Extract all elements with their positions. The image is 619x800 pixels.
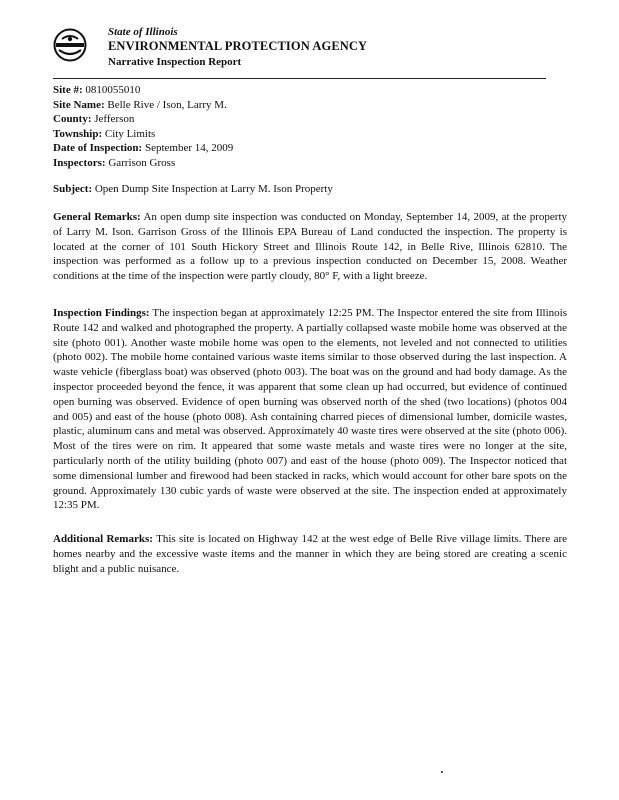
site-name-row xyxy=(53,98,233,113)
township-label: Township: xyxy=(53,127,103,140)
site-info-block xyxy=(53,83,233,171)
township-value: City Limits xyxy=(104,127,156,140)
additional-remarks-paragraph xyxy=(53,532,567,576)
site-number-row xyxy=(53,83,233,98)
scan-speck xyxy=(441,771,443,773)
county-label: County: xyxy=(53,113,92,126)
inspection-date-label: Date of Inspection: xyxy=(53,142,143,155)
header-state: State of Illinois xyxy=(108,26,178,38)
general-remarks-text: An open dump site inspection was conducted on Monday, September 14, 2009, at the property of Larry M. Ison. Garrison Gross of the Illinois EPA Bureau of Land conducted the inspection. The property is located at the corner of 101 South Hickory Street and Illinois Route 142, in Belle Rive, Illinois 62810. The inspection was performed as a follow up to a previous inspection conducted on December 15, 2008. Weather conditions at the time of the inspection were partly cloudy, 80° F, with a light breeze. xyxy=(53,211,568,283)
county-value: Jefferson xyxy=(94,113,135,126)
general-remarks-paragraph xyxy=(53,210,567,284)
site-number-value: 0810055010 xyxy=(85,84,141,96)
site-number-label: Site #: xyxy=(53,84,83,96)
inspectors-row xyxy=(53,156,233,171)
inspection-findings-paragraph xyxy=(53,306,567,513)
inspectors-label: Inspectors: xyxy=(53,156,106,169)
inspection-date-row xyxy=(53,141,233,156)
header-report-type: Narrative Inspection Report xyxy=(108,56,242,68)
additional-remarks-label: Additional Remarks: xyxy=(53,533,153,545)
inspectors-value: Garrison Gross xyxy=(108,156,176,169)
township-row xyxy=(53,127,233,142)
inspection-findings-text: The inspection began at approximately 12:25 PM. The Inspector entered the site from Illinois Route 142 and walked and photographed the property. A partially collapsed waste mobile home was observed at the site (photo 001). Another waste mobile home was open to the elements, not leveled and not connected to utilities (photo 002). The mobile home contained various waste items similar to those observed during the last inspection. A waste vehicle (fiberglass boat) was observed (photo 003). The boat was on the ground and had body damage. As the inspector proceeded beyond the fence, it was apparent that some clean up had occurred, but evidence of continued open burning was observed. Evidence of open burning was observed north of the shed (two locations) (photos 004 and 005) and east of the house (photo 008). Ash containing charred pieces of dimensional lumber, domicile wastes, plastic, aluminum cans and metal was observed. Approximately 40 waste tires were observed at the site (photo 006). Most of the tires were on rim. It appeared that some waste metals and waste tires were no longer at the site, particularly north of the utility building (photo 007) and east of the house (photo 009). The Inspector noticed that some dimensional lumber and firewood had been stacked in racks, which would account for other bare spots on the ground. Approximately 130 cubic yards of waste were observed at the site. The inspection ended at approximately 12:35 PM. xyxy=(53,307,567,512)
header-agency: ENVIRONMENTAL PROTECTION AGENCY xyxy=(108,39,368,53)
county-row xyxy=(53,112,233,127)
additional-remarks-text: This site is located on Highway 142 at the west edge of Belle Rive village limits. There are homes nearby and the excessive waste items and the manner in which they are being stored are creating a scenic blight and a public nuisance. xyxy=(53,533,567,575)
header-divider xyxy=(53,78,546,79)
subject-label: Subject: xyxy=(53,183,93,195)
general-remarks-label: General Remarks: xyxy=(53,211,141,223)
subject-text: Open Dump Site Inspection at Larry M. Ison Property xyxy=(94,183,333,195)
inspection-date-value: September 14, 2009 xyxy=(144,142,234,155)
site-name-label: Site Name: xyxy=(53,98,105,111)
subject-line xyxy=(53,183,333,195)
site-name-value: Belle Rive / Ison, Larry M. xyxy=(107,98,227,111)
illinois-epa-seal-icon xyxy=(53,28,87,62)
inspection-findings-label: Inspection Findings: xyxy=(53,307,150,319)
